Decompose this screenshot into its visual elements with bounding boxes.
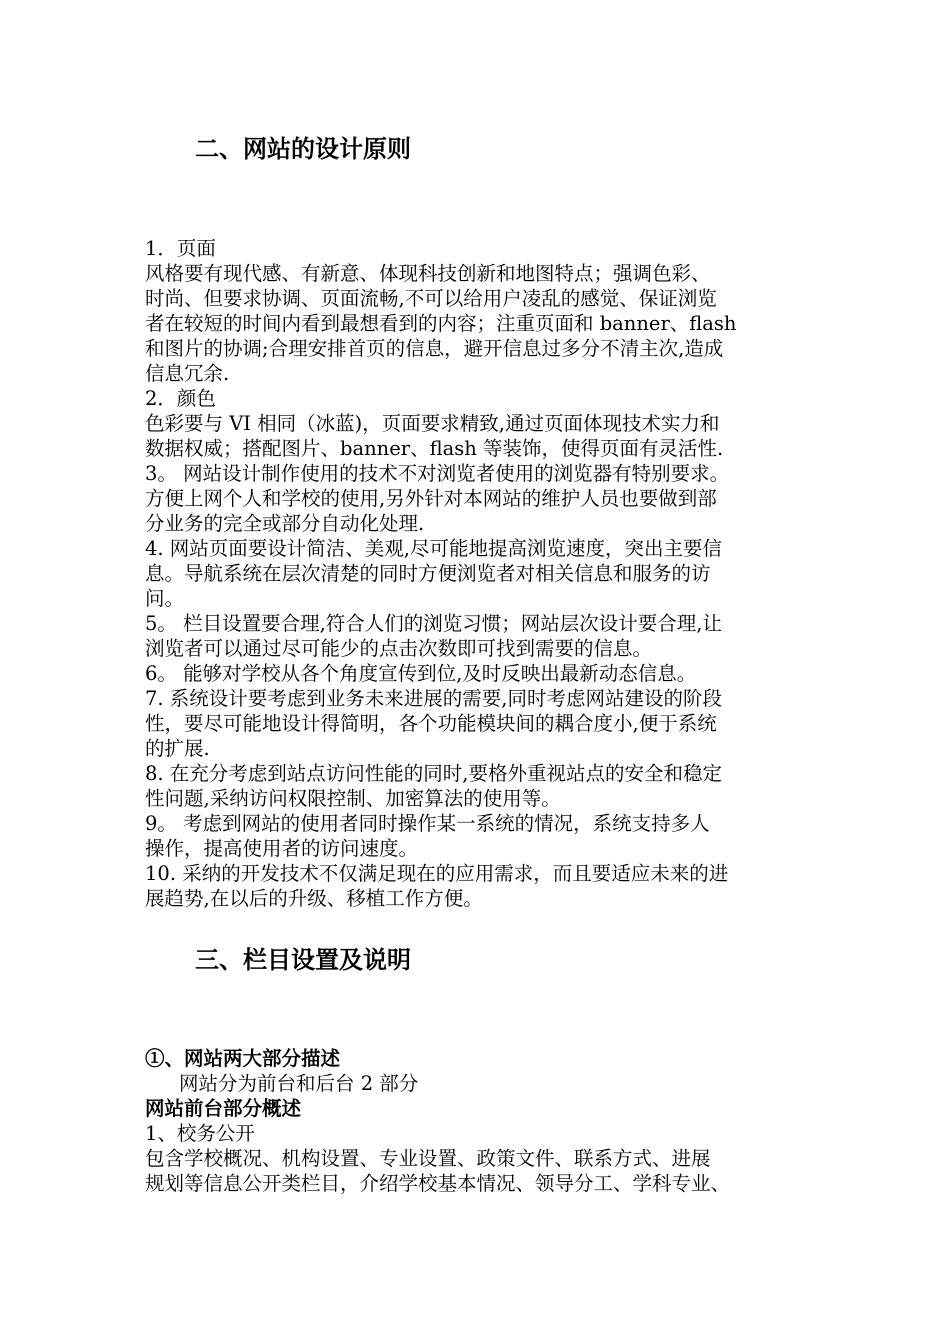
text-line: 6。 能够对学校从各个角度宣传到位,及时反映出最新动态信息。 xyxy=(145,662,697,685)
text-line: 8. 在充分考虑到站点访问性能的同时,要格外重视站点的安全和稳定 xyxy=(145,762,723,785)
section-3-title: 三、栏目设置及说明 xyxy=(195,945,411,974)
subheading: ①、网站两大部分描述 xyxy=(145,1047,341,1070)
columns-description-body xyxy=(145,1046,825,1196)
text-line: 5。 栏目设置要合理,符合人们的浏览习惯；网站层次设计要合理,让 xyxy=(145,612,723,635)
item-title: 1、校务公开 xyxy=(145,1122,255,1145)
intro-text: 网站分为前台和后台 2 部分 xyxy=(179,1072,419,1095)
text-line: 性，要尽可能地设计得简明，各个功能模块间的耦合度小,便于系统 xyxy=(145,712,717,735)
text-line: 时尚、但要求协调、页面流畅,不可以给用户凌乱的感觉、保证浏览 xyxy=(145,287,717,310)
text-line: 方便上网个人和学校的使用,另外针对本网站的维护人员也要做到部 xyxy=(145,487,717,510)
text-line: 7. 系统设计要考虑到业务未来进展的需要,同时考虑网站建设的阶段 xyxy=(145,687,723,710)
text-line: 的扩展. xyxy=(145,737,210,760)
text-line: 展趋势,在以后的升级、移植工作方便。 xyxy=(145,887,483,910)
text-line: 信息冗余. xyxy=(145,362,230,385)
text-line: 色彩要与 VI 相同（冰蓝)，页面要求精致,通过页面体现技术实力和 xyxy=(145,412,720,435)
text-line: 风格要有现代感、有新意、体现科技创新和地图特点；强调色彩、 xyxy=(145,262,711,285)
text-line: 1．页面 xyxy=(145,237,216,260)
text-line: 浏览者可以通过尽可能少的点击次数即可找到需要的信息。 xyxy=(145,637,653,660)
design-principles-body xyxy=(145,236,825,911)
text-line: 10. 采纳的开发技术不仅满足现在的应用需求，而且要适应未来的进 xyxy=(145,862,729,885)
text-line: 问。 xyxy=(145,587,185,610)
section-2-title: 二、网站的设计原则 xyxy=(195,134,411,163)
text-line: 操作，提高使用者的访问速度。 xyxy=(145,837,419,860)
text-line: 数据权威；搭配图片、banner、flash 等装饰，使得页面有灵活性. xyxy=(145,437,724,460)
text-line: 包含学校概况、机构设置、专业设置、政策文件、联系方式、进展 xyxy=(145,1147,711,1170)
text-line: 3。 网站设计制作使用的技术不对浏览者使用的浏览器有特别要求。 xyxy=(145,462,730,485)
front-end-heading: 网站前台部分概述 xyxy=(145,1097,302,1120)
text-line: 和图片的协调;合理安排首页的信息，避开信息过多分不清主次,造成 xyxy=(145,337,724,360)
text-line: 息。导航系统在层次清楚的同时方便浏览者对相关信息和服务的访 xyxy=(145,562,711,585)
text-line: 分业务的完全或部分自动化处理. xyxy=(145,512,425,535)
text-line: 4. 网站页面要设计简洁、美观,尽可能地提高浏览速度，突出主要信 xyxy=(145,537,723,560)
text-line: 者在较短的时间内看到最想看到的内容；注重页面和 banner、flash xyxy=(145,312,737,335)
text-line: 9。 考虑到网站的使用者同时操作某一系统的情况，系统支持多人 xyxy=(145,812,710,835)
text-line: 性问题,采纳访问权限控制、加密算法的使用等。 xyxy=(145,787,561,810)
text-line: 规划等信息公开类栏目，介绍学校基本情况、领导分工、学科专业、 xyxy=(145,1172,731,1195)
text-line: 2．颜色 xyxy=(145,387,216,410)
